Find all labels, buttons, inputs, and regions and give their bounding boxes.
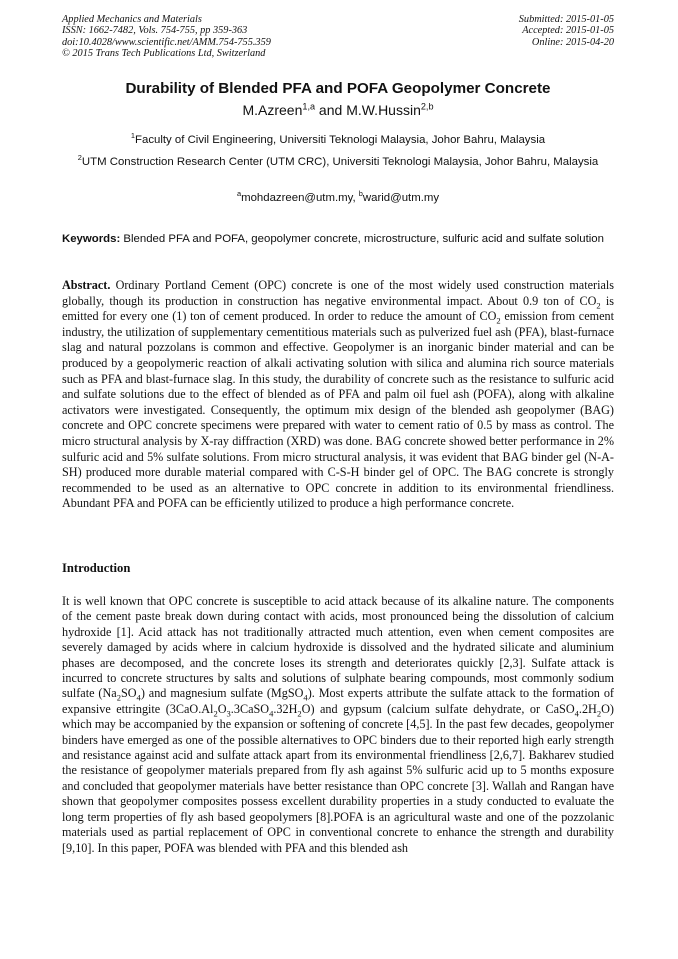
intro-text-10: O) which may be accompanied by the expansion or softening of concrete [4,5]. In the past few decades, geopolymer binders have emerged as one of the possible alternatives to OPC binders due to their reported high early strength and resistance against acid and sulfate attack apart from its environmental friendliness [2,6,7]. Bakharev studied the resistance of geopolymer materials prepared from fly ash against 5% sulfuric acid up to 5 months exposure and concluded that geopolymer materials have better resistance than OPC concrete [3]. Wallah and Rangan have shown that geopolymer composites possess excellent durability properties in a study conducted to evaluate the long term properties of fly ash based geopolymers [8].POFA is an agricultural waste and one of the pozzolanic materials used as partial replacement of OPC in conventional concrete to enhance the strength and durability [9,10]. In this paper, POFA was blended with PFA and this blended ash bbox=[62, 701, 614, 855]
abstract-sub-2: 2 bbox=[496, 315, 501, 326]
introduction-paragraph bbox=[62, 594, 614, 856]
author-line bbox=[62, 102, 614, 118]
intro-sub-8: 4 bbox=[574, 708, 579, 719]
author-2-affiliation-mark: 2,b bbox=[420, 101, 434, 112]
intro-sub-5: 3 bbox=[226, 708, 231, 719]
submitted-date: Submitted: 2015-01-05 bbox=[518, 14, 614, 25]
keywords-paragraph bbox=[62, 232, 614, 247]
keywords-text: Blended PFA and POFA, geopolymer concrete, microstructure, sulfuric acid and sulfate solution bbox=[120, 233, 604, 245]
affiliation-1-mark: 1 bbox=[130, 131, 136, 141]
email-b[interactable]: warid@utm.my bbox=[362, 192, 440, 204]
intro-sub-6: 4 bbox=[269, 708, 274, 719]
intro-text-3: ) and magnesium sulfate (MgSO bbox=[140, 686, 304, 701]
abstract-text-2: is emitted for every one (1) ton of cement produced. In order to reduce the amount of CO bbox=[62, 293, 614, 324]
email-separator: , bbox=[352, 192, 359, 204]
affiliation-1-text: Faculty of Civil Engineering, Universiti Teknologi Malaysia, Johor Bahru, Malaysia bbox=[135, 134, 546, 146]
affiliation-1 bbox=[62, 132, 614, 148]
journal-copyright: © 2015 Trans Tech Publications Ltd, Switzerland bbox=[62, 48, 266, 60]
affiliation-2 bbox=[62, 154, 614, 170]
intro-sub-9: 2 bbox=[596, 708, 602, 719]
intro-sub-3: 4 bbox=[303, 692, 308, 703]
intro-text-9: .2H bbox=[578, 701, 597, 716]
intro-text-2: SO bbox=[120, 686, 137, 701]
intro-sub-2: 4 bbox=[136, 692, 141, 703]
affiliation-2-mark: 2 bbox=[77, 153, 82, 163]
accepted-date: Accepted: 2015-01-05 bbox=[522, 25, 614, 37]
author-1: M.Azreen bbox=[242, 102, 303, 118]
author-1-affiliation-mark: 1,a bbox=[302, 101, 316, 112]
keywords-label: Keywords: bbox=[62, 233, 121, 245]
journal-info bbox=[62, 14, 271, 60]
author-2: M.W.Hussin bbox=[346, 102, 421, 118]
abstract-sub-1: 2 bbox=[596, 300, 601, 311]
abstract-text-1: Ordinary Portland Cement (OPC) concrete is one of the most widely used construction materials globally, though its production in construction has negative environmental impact. About 0.9 ton of CO bbox=[62, 278, 614, 308]
author-emails bbox=[62, 189, 614, 204]
intro-text-1: It is well known that OPC concrete is susceptible to acid attack because of its alkaline nature. The components of the cement paste break down during contact with acids, most pronounced being the dissolution of calcium hydroxide [1]. Acid attack has not traditionally attracted much attention, even when cement composites are severely damaged by acids where in calcium hydroxide is dissolved and the hydrated silicate and aluminium phases are decomposed, and the concrete loses its strength and deteriorates quickly [2,3]. Sulfate attack is incurred to concrete structures by salts and solutions of sulphate bearing compounds, most commonly sodium sulfate (Na bbox=[62, 594, 614, 701]
intro-text-8: O) and gypsum (calcium sulfate dehydrate, or CaSO bbox=[301, 701, 575, 716]
abstract-text-3: emission from cement industry, the utilization of supplementary cementitious materials such as pulverized fuel ash (PFA), blast-furnace slag and natural pozzolans is common and effective. Geopolymer is an inorganic binder material and can be produced by a geopolymeric reaction of alkali activating solution with silica and alumina rich source materials such as PFA and blast-furnace slag. In this study, the durability of concrete such as the resistance to sulfuric acid and sulfate solutions due to the effect of blended as of PFA and palm oil fuel ash (POFA), along with alkaline activators were investigated. Consequently, the optimum mix design of the blended ash geopolymer (BAG) concrete and OPC concrete specimens were prepared with water to cement ratio of 0.5 by mass as control. The micro structural analysis by X-ray diffraction (XRD) was done. BAG concrete showed better performance in 2% sulfuric acid and 5% sulfate solutions. From micro structural analysis, it was evident that BAG binder gel (N-A-SH) produced more durable material compared with C-S-H binder gel of OPC. The BAG concrete is strongly recommended to be used as an alternative to OPC concrete in addition to its environmental friendliness. Abundant PFA and POFA can be efficiently utilized to produce a high performance concrete. bbox=[62, 309, 614, 511]
intro-text-6: .3CaSO bbox=[230, 701, 270, 716]
submission-dates bbox=[519, 14, 614, 48]
abstract-paragraph bbox=[62, 278, 614, 512]
introduction-heading: Introduction bbox=[62, 561, 131, 575]
affiliation-2-text: UTM Construction Research Center (UTM CRC), Universiti Teknologi Malaysia, Johor Bahru, Malaysia bbox=[81, 156, 599, 168]
author-conjunction: and bbox=[315, 102, 347, 118]
online-date: Online: 2015-04-20 bbox=[531, 36, 614, 48]
intro-text-4: ). Most experts attribute the sulfate attack to the formation of expansive ettringite (3CaO.Al bbox=[62, 686, 614, 716]
intro-sub-4: 2 bbox=[213, 708, 218, 719]
journal-issn: ISSN: 1662-7482, Vols. 754-755, pp 359-363 bbox=[62, 25, 248, 37]
paper-title: Durability of Blended PFA and POFA Geopolymer Concrete bbox=[125, 80, 551, 97]
intro-sub-1: 2 bbox=[116, 692, 121, 703]
email-a[interactable]: mohdazreen@utm.my bbox=[241, 192, 353, 204]
journal-doi: doi:10.4028/www.scientific.net/AMM.754-755.359 bbox=[62, 36, 271, 48]
email-a-mark: a bbox=[236, 189, 242, 199]
email-b-mark: b bbox=[358, 189, 363, 199]
journal-name: Applied Mechanics and Materials bbox=[62, 14, 202, 25]
abstract-label: Abstract. bbox=[62, 278, 111, 292]
intro-sub-7: 2 bbox=[297, 708, 302, 719]
intro-text-7: .32H bbox=[273, 701, 298, 716]
intro-text-5: O bbox=[217, 701, 227, 716]
